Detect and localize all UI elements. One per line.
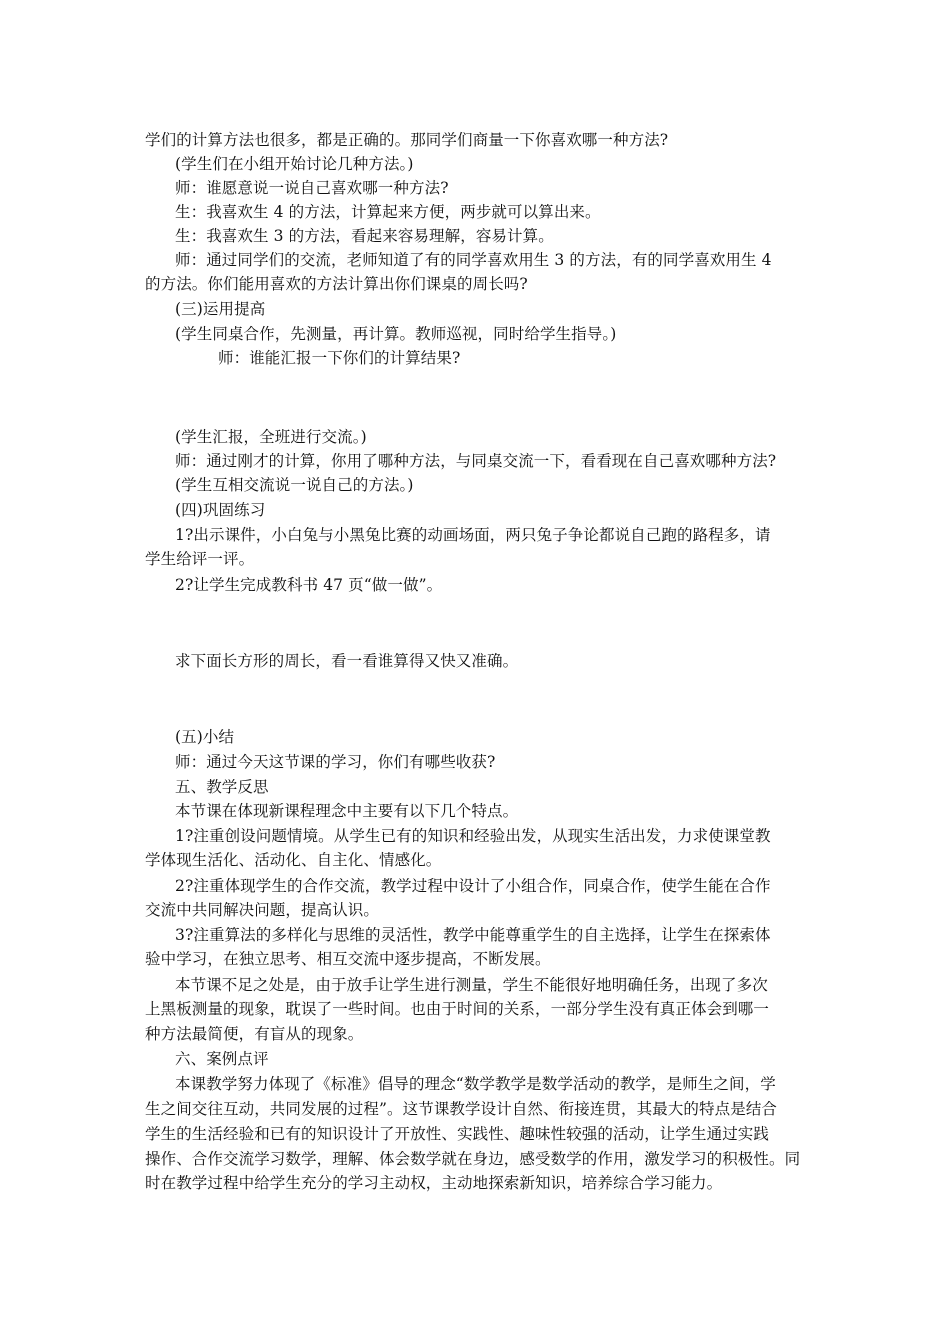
text-line: 操作、合作交流学习数学，理解、体会数学就在身边，感受数学的作用，激发学习的积极性。同 bbox=[145, 1150, 801, 1168]
text-line: 求下面长方形的周长，看一看谁算得又快又准确。 bbox=[175, 652, 519, 670]
text-line: (学生同桌合作，先测量，再计算。教师巡视，同时给学生指导。) bbox=[175, 325, 617, 343]
text-line: 学体现生活化、活动化、自主化、情感化。 bbox=[145, 851, 442, 869]
text-line: 学生的生活经验和已有的知识设计了开放性、实践性、趣味性较强的活动，让学生通过实践 bbox=[145, 1125, 770, 1143]
text-line: (学生们在小组开始讨论几种方法。) bbox=[175, 155, 414, 173]
section-heading: 六、案例点评 bbox=[175, 1050, 269, 1068]
text-line: 种方法最简便，有盲从的现象。 bbox=[145, 1025, 364, 1043]
text-line: 学生给评一评。 bbox=[145, 550, 255, 568]
text-line: 师：谁能汇报一下你们的计算结果? bbox=[218, 349, 461, 367]
text-line: 2?注重体现学生的合作交流，教学过程中设计了小组合作，同桌合作，使学生能在合作 bbox=[175, 877, 771, 895]
text-line: (学生互相交流说一说自己的方法。) bbox=[175, 476, 414, 494]
section-heading: (三)运用提高 bbox=[175, 300, 266, 318]
section-heading: 五、教学反思 bbox=[175, 778, 269, 796]
text-line: 本课教学努力体现了《标准》倡导的理念“数学教学是数学活动的教学，是师生之间，学 bbox=[175, 1075, 776, 1093]
text-line: 师：通过刚才的计算，你用了哪种方法，与同桌交流一下，看看现在自己喜欢哪种方法? bbox=[175, 452, 777, 470]
text-line: 本节课在体现新课程理念中主要有以下几个特点。 bbox=[175, 802, 519, 820]
text-line: 生：我喜欢生 3 的方法，看起来容易理解，容易计算。 bbox=[175, 227, 554, 245]
text-line: 上黑板测量的现象，耽误了一些时间。也由于时间的关系，一部分学生没有真正体会到哪一 bbox=[145, 1000, 770, 1018]
text-line: 生：我喜欢生 4 的方法，计算起来方便，两步就可以算出来。 bbox=[175, 203, 601, 221]
text-line: (学生汇报，全班进行交流。) bbox=[175, 428, 367, 446]
text-line: 交流中共同解决问题，提高认识。 bbox=[145, 901, 380, 919]
section-heading: (四)巩固练习 bbox=[175, 501, 266, 519]
text-line: 1?注重创设问题情境。从学生已有的知识和经验出发，从现实生活出发，力求使课堂教 bbox=[175, 827, 771, 845]
text-line: 师：谁愿意说一说自己喜欢哪一种方法? bbox=[175, 179, 449, 197]
section-heading: (五)小结 bbox=[175, 728, 235, 746]
text-line: 的方法。你们能用喜欢的方法计算出你们课桌的周长吗? bbox=[145, 275, 528, 293]
text-line: 生之间交往互动，共同发展的过程”。这节课教学设计自然、衔接连贯，其最大的特点是结合 bbox=[145, 1100, 778, 1118]
text-line: 2?让学生完成教科书 47 页“做一做”。 bbox=[175, 576, 443, 594]
text-line: 验中学习，在独立思考、相互交流中逐步提高，不断发展。 bbox=[145, 950, 551, 968]
text-line: 时在教学过程中给学生充分的学习主动权，主动地探索新知识，培养综合学习能力。 bbox=[145, 1174, 723, 1192]
text-line: 学们的计算方法也很多，都是正确的。那同学们商量一下你喜欢哪一种方法? bbox=[145, 131, 669, 149]
text-line: 本节课不足之处是，由于放手让学生进行测量，学生不能很好地明确任务，出现了多次 bbox=[175, 976, 768, 994]
text-line: 3?注重算法的多样化与思维的灵活性，教学中能尊重学生的自主选择，让学生在探索体 bbox=[175, 926, 771, 944]
text-line: 1?出示课件，小白兔与小黑兔比赛的动画场面，两只兔子争论都说自己跑的路程多，请 bbox=[175, 526, 771, 544]
text-line: 师：通过同学们的交流，老师知道了有的同学喜欢用生 3 的方法，有的同学喜欢用生 4 bbox=[175, 251, 772, 269]
text-line: 师：通过今天这节课的学习，你们有哪些收获? bbox=[175, 753, 496, 771]
